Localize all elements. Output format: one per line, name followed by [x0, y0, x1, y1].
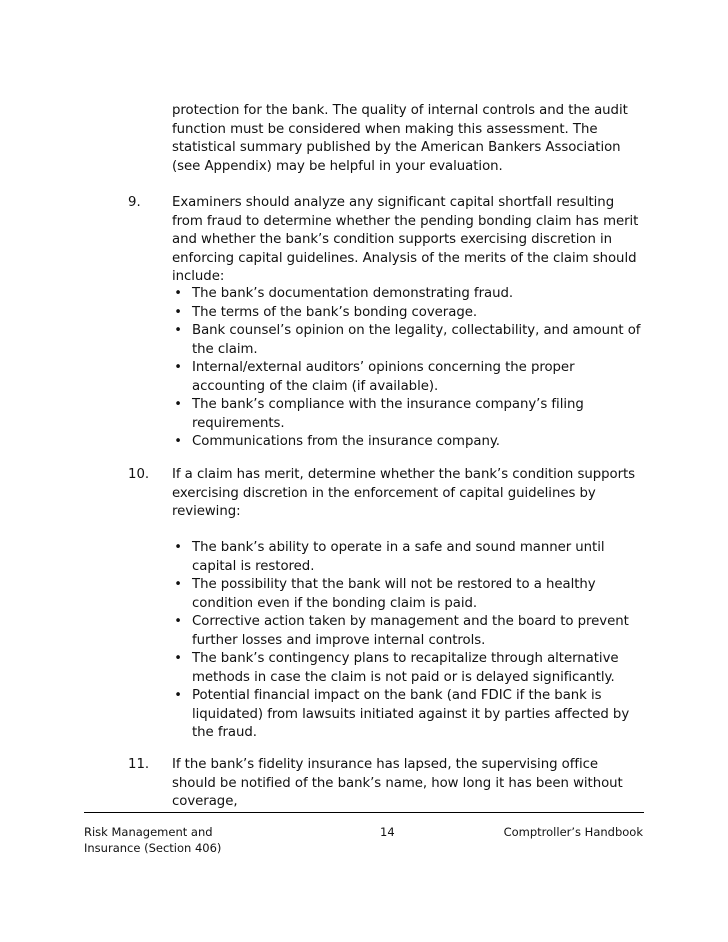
bullet-icon: • [174, 397, 182, 412]
bullet-icon: • [174, 614, 182, 629]
bullet-icon: • [174, 360, 182, 375]
list-item: • Potential financial impact on the bank (and FDIC if the bank is liquidated) from lawsuits initiated against it by parties affected by the fraud. [172, 687, 642, 743]
bullet-icon: • [174, 688, 182, 703]
list-item: • Communications from the insurance company. [172, 433, 642, 452]
footer-section-title: Risk Management and Insurance (Section 406) [84, 825, 222, 855]
footer-handbook-title: Comptroller’s Handbook [503, 825, 643, 839]
list-item: • Internal/external auditors’ opinions concerning the proper accounting of the claim (if available). [172, 359, 642, 396]
list-item: • The bank’s documentation demonstrating fraud. [172, 285, 642, 304]
intro-paragraph: protection for the bank. The quality of internal controls and the audit function must be considered when making this assessment. The statistical summary published by the American Bankers Association (see Appendix) may be helpful in your evaluation. [172, 103, 628, 174]
footer-divider [84, 812, 644, 813]
list-item: • The bank’s contingency plans to recapitalize through alternative methods in case the claim is not paid or is delayed significantly. [172, 650, 642, 687]
list-item: • Corrective action taken by management and the board to prevent further losses and improve internal controls. [172, 613, 642, 650]
item-9-bullet-list [172, 285, 642, 452]
list-item: • The terms of the bank’s bonding coverage. [172, 304, 642, 323]
item-number-11: 11. [128, 757, 150, 772]
list-item: • The possibility that the bank will not be restored to a healthy condition even if the bonding claim is paid. [172, 576, 642, 613]
bullet-icon: • [174, 577, 182, 592]
bullet-icon: • [174, 304, 182, 320]
item-number-10: 10. [128, 467, 150, 482]
page-number: 14 [380, 825, 395, 839]
list-item: • Bank counsel’s opinion on the legality, collectability, and amount of the claim. [172, 322, 642, 359]
item-text-9: Examiners should analyze any significant capital shortfall resulting from fraud to determine whether the pending bonding claim has merit and whether the bank’s condition supports exercising discretion in enforcing capital guidelines. Analysis of the merits of the claim should include: [172, 195, 639, 284]
item-text-10: If a claim has merit, determine whether the bank’s condition supports exercising discretion in the enforcement of capital guidelines by reviewing: [172, 467, 636, 519]
list-item: • The bank’s ability to operate in a safe and sound manner until capital is restored. [172, 539, 642, 576]
bullet-icon: • [174, 540, 182, 555]
bullet-icon: • [174, 651, 182, 666]
bullet-icon: • [174, 286, 182, 301]
item-text-11: If the bank’s fidelity insurance has lapsed, the supervising office should be notified of the bank’s name, how long it has been without coverage, [172, 757, 623, 809]
list-item: • The bank’s compliance with the insurance company’s filing requirements. [172, 396, 642, 433]
bullet-icon: • [174, 323, 182, 338]
item-number-9: 9. [128, 195, 141, 210]
bullet-icon: • [174, 434, 182, 449]
item-10-bullet-list [172, 539, 642, 743]
